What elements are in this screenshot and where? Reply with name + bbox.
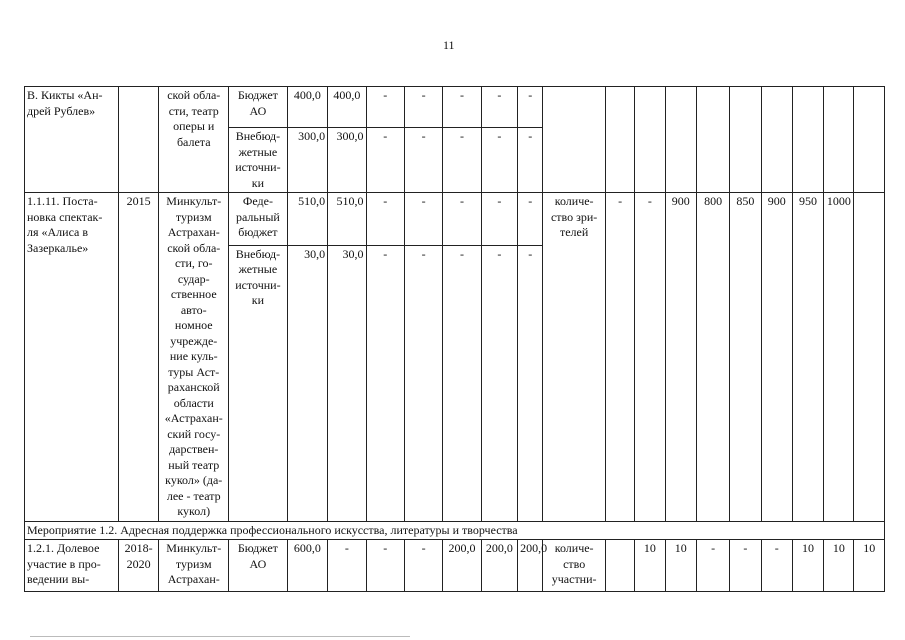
indicator-value: 900: [761, 193, 792, 522]
event-name: В. Кикты «Ан- дрей Рублев»: [25, 87, 119, 193]
year-cell: 2015: [118, 193, 158, 522]
dash-cell: -: [366, 87, 404, 128]
dash-cell: -: [443, 87, 481, 128]
year-cell: [118, 87, 158, 193]
indicator-cell: [543, 87, 606, 193]
program-table: [24, 86, 885, 592]
indicator-value: [761, 87, 792, 193]
dash-cell: -: [443, 193, 481, 246]
executor-cell: Минкульт- туризм Астрахан- ской обла- сти, го- судар- ственное авто- номное учрежде- ние куль- туры Аст- раханской области «Астрахан- ский госу- дарствен- ный театр кукол» (да- лее - театр кукол): [159, 193, 229, 522]
indicator-value: 1000: [824, 193, 854, 522]
dash-cell: -: [605, 193, 634, 522]
dash-cell: -: [696, 540, 729, 592]
year-value: 200,0: [481, 540, 517, 592]
scan-edge-line: [30, 636, 410, 637]
indicator-value: 10: [824, 540, 854, 592]
indicator-value: 950: [792, 193, 823, 522]
total-value: 400,0: [287, 87, 327, 128]
dash-cell: -: [481, 193, 517, 246]
year-value: 510,0: [328, 193, 366, 246]
year-value: 400,0: [328, 87, 366, 128]
indicator-cell: количе- ство участни-: [543, 540, 606, 592]
event-name: 1.2.1. Долевое участие в про- ведении вы-: [25, 540, 119, 592]
indicator-value: [635, 87, 665, 193]
total-value: 510,0: [287, 193, 327, 246]
year-value: 200,0: [518, 540, 543, 592]
executor-cell: Минкульт- туризм Астрахан-: [159, 540, 229, 592]
indicator-value: [605, 87, 634, 193]
indicator-value: 800: [696, 193, 729, 522]
dash-cell: -: [404, 128, 442, 193]
funding-source: Бюджет АО: [229, 87, 288, 128]
dash-cell: -: [366, 128, 404, 193]
indicator-value: [854, 193, 885, 522]
indicator-value: [665, 87, 696, 193]
dash-cell: -: [366, 245, 404, 521]
dash-cell: -: [404, 540, 442, 592]
table-row: [25, 193, 885, 246]
dash-cell: -: [443, 128, 481, 193]
dash-cell: -: [730, 540, 761, 592]
indicator-value: 10: [665, 540, 696, 592]
dash-cell: -: [366, 193, 404, 246]
table-row: [25, 87, 885, 128]
total-value: 300,0: [287, 128, 327, 193]
dash-cell: -: [481, 128, 517, 193]
event-name: 1.1.11. Поста- новка спектак- ля «Алиса в Зазеркалье»: [25, 193, 119, 522]
dash-cell: -: [518, 128, 543, 193]
indicator-value: [730, 87, 761, 193]
year-value: 30,0: [328, 245, 366, 521]
indicator-value: 10: [854, 540, 885, 592]
dash-cell: -: [481, 245, 517, 521]
table-row: [25, 540, 885, 592]
year-cell: 2018- 2020: [118, 540, 158, 592]
dash-cell: -: [761, 540, 792, 592]
page-number: 11: [443, 38, 455, 52]
table-row: [25, 521, 885, 540]
indicator-value: [824, 87, 854, 193]
dash-cell: -: [366, 540, 404, 592]
funding-source: Внебюд- жетные источни- ки: [229, 128, 288, 193]
executor-cell: ской обла- сти, театр оперы и балета: [159, 87, 229, 193]
year-value: 200,0: [443, 540, 481, 592]
indicator-value: [696, 87, 729, 193]
funding-source: Внебюд- жетные источни- ки: [229, 245, 288, 521]
indicator-value: 10: [635, 540, 665, 592]
year-value: 300,0: [328, 128, 366, 193]
indicator-value: [792, 87, 823, 193]
dash-cell: -: [518, 193, 543, 246]
section-title: Мероприятие 1.2. Адресная поддержка профессионального искусства, литературы и творчества: [25, 521, 885, 540]
dash-cell: -: [481, 87, 517, 128]
indicator-cell: количе- ство зри- телей: [543, 193, 606, 522]
dash-cell: -: [443, 245, 481, 521]
total-value: 30,0: [287, 245, 327, 521]
dash-cell: -: [404, 87, 442, 128]
funding-source: Феде- ральный бюджет: [229, 193, 288, 246]
indicator-value: 10: [792, 540, 823, 592]
indicator-value: [605, 540, 634, 592]
dash-cell: -: [328, 540, 366, 592]
dash-cell: -: [518, 245, 543, 521]
indicator-value: 850: [730, 193, 761, 522]
dash-cell: -: [518, 87, 543, 128]
indicator-value: [854, 87, 885, 193]
total-value: 600,0: [287, 540, 327, 592]
funding-source: Бюджет АО: [229, 540, 288, 592]
dash-cell: -: [404, 245, 442, 521]
indicator-value: 900: [665, 193, 696, 522]
dash-cell: -: [404, 193, 442, 246]
dash-cell: -: [635, 193, 665, 522]
